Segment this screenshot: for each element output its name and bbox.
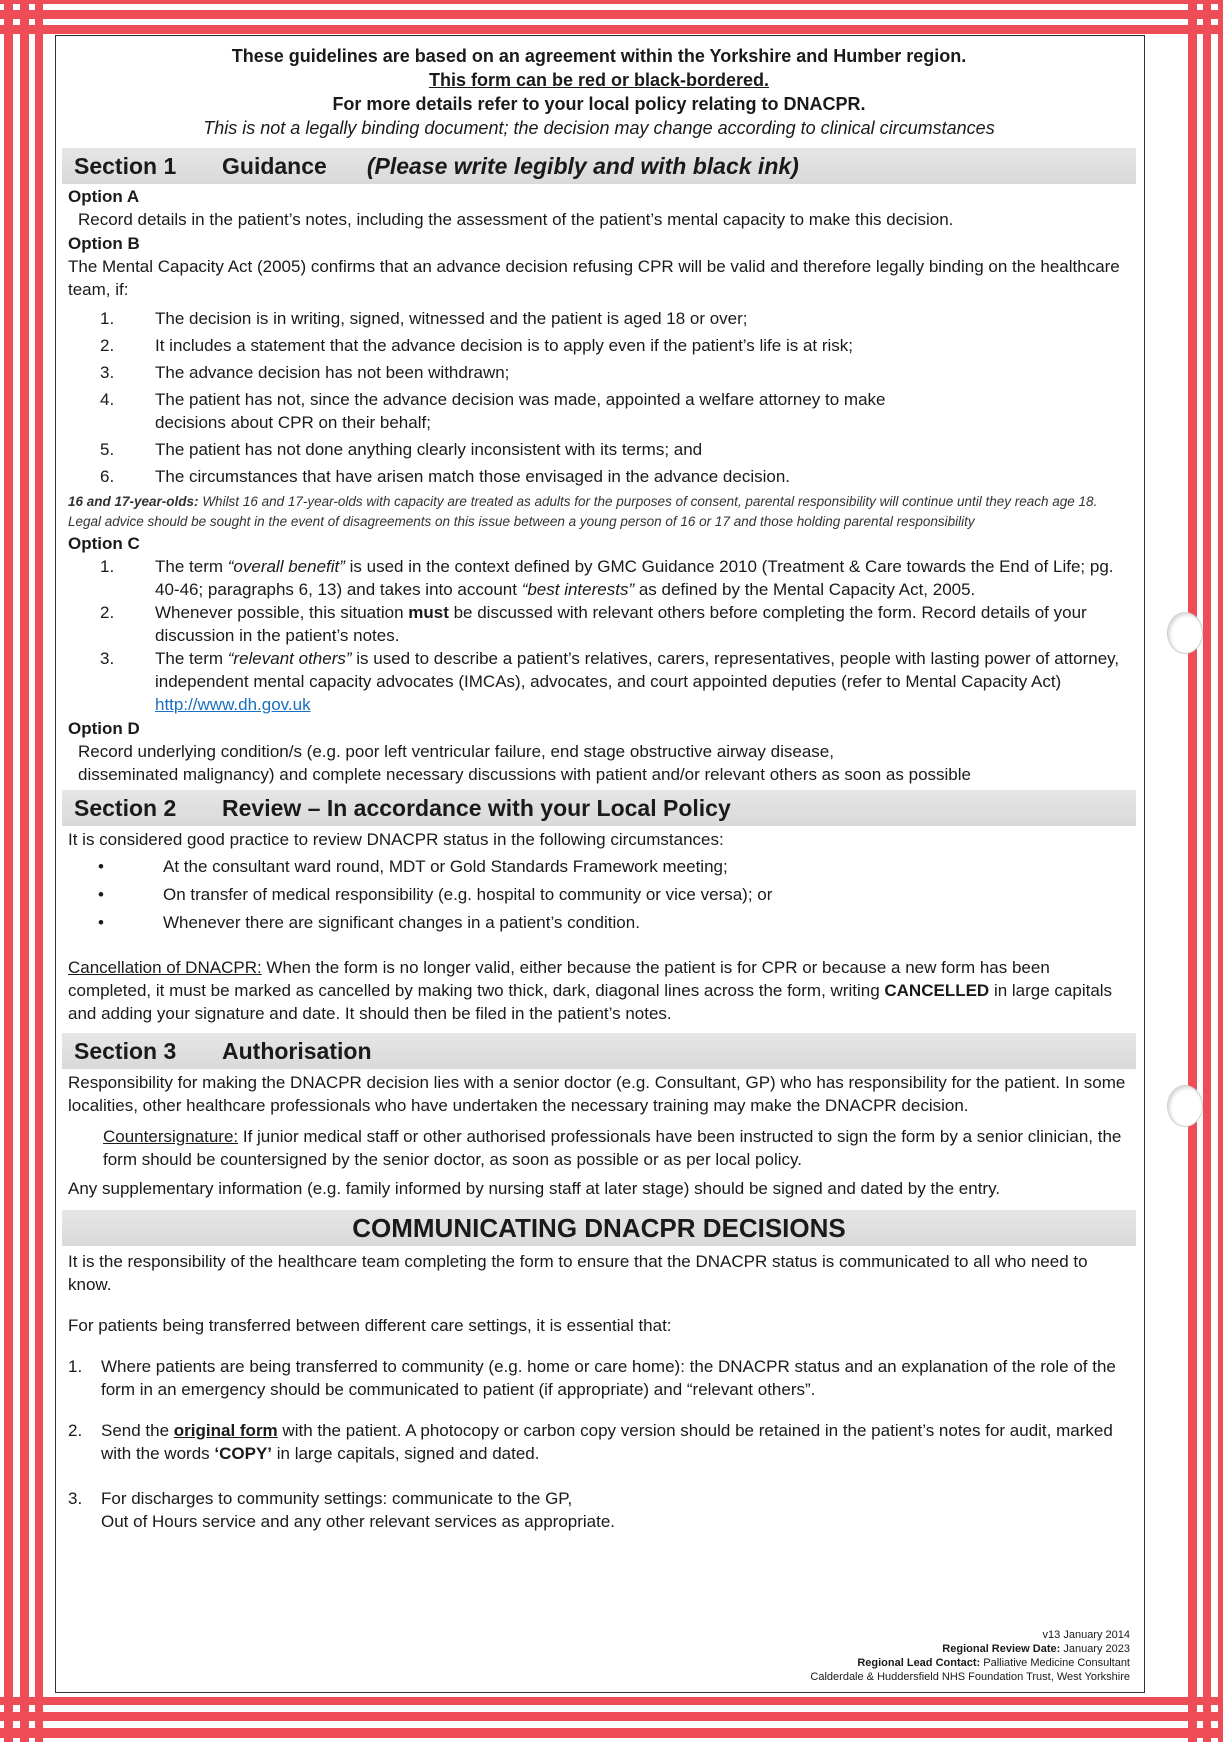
option-b-label: Option B [68, 234, 140, 253]
section-2-heading [62, 790, 1136, 826]
option-d-label: Option D [68, 719, 140, 738]
section-3-heading [62, 1033, 1136, 1069]
countersignature-paragraph: Countersignature: If junior medical staff or other authorised professionals have been instructed to sign the form by a senior clinician, the form should be countersigned by the senior doctor, as soon as possible or as per local policy. [103, 1127, 1122, 1169]
minors-note-label: 16 and 17-year-olds: [68, 494, 199, 509]
section-1-number: Section 1 [74, 153, 177, 179]
list-item: 1. The term “overall benefit” is used in the context defined by GMC Guidance 2010 (Treatment & Care towards the End of Life; pg. 40-46; paragraphs 6, 13) and takes into account “best interests” as defined by the Mental Capacity Act, 2005. [100, 557, 1114, 599]
list-item: 2. Send the original form with the patient. A photocopy or carbon copy version should be retained in the patient’s notes for audit, marked with the words ‘COPY’ in large capitals, signed and dated. [68, 1421, 1113, 1463]
border-stripe-top-3 [0, 25, 1223, 34]
transfer-requirements-list [68, 1355, 1130, 1533]
punch-hole-lower [1167, 1085, 1203, 1127]
option-c-list [68, 555, 1130, 716]
option-a-text: Record details in the patient’s notes, including the assessment of the patient’s mental capacity to make this decision. [78, 210, 954, 229]
list-item: 2. Whenever possible, this situation must be discussed with relevant others before completing the form. Record details of your discussion in the patient’s notes. [100, 603, 1087, 645]
document-footer [810, 1628, 1130, 1684]
border-stripe-left-1 [4, 0, 13, 1742]
border-stripe-left-2 [20, 0, 29, 1742]
dh-gov-link[interactable]: http://www.dh.gov.uk [155, 695, 311, 714]
list-item: 3. The term “relevant others” is used to describe a patient’s relatives, carers, representatives, people with lasting power of attorney, independent mental capacity advocates (IMCAs), advocates, and court appointed deputies (refer to Mental Capacity Act) http://www.dh.gov.uk [100, 649, 1120, 714]
punch-hole-upper [1167, 612, 1203, 654]
header-disclaimer: This is not a legally binding document; the decision may change according to clinical circumstances [203, 118, 995, 138]
minors-note [68, 492, 1130, 531]
section-2-title: Review – In accordance with your Local Policy [222, 795, 731, 821]
option-c-label: Option C [68, 534, 140, 553]
border-stripe-bottom-2 [0, 1712, 1223, 1721]
section-3-title: Authorisation [222, 1038, 372, 1064]
option-b-conditions-list [68, 307, 1130, 488]
border-stripe-top-2 [0, 10, 1223, 19]
section-2-intro: It is considered good practice to review DNACPR status in the following circumstances: [68, 830, 724, 849]
communicating-heading: COMMUNICATING DNACPR DECISIONS [62, 1210, 1136, 1246]
cancellation-paragraph: Cancellation of DNACPR: When the form is no longer valid, either because the patient is for CPR or because a new form has been completed, it must be marked as cancelled by making two thick, dark, diagonal lines across the form, writing CANCELLED in large capitals and adding your signature and date. It should then be filed in the patient’s notes. [68, 958, 1113, 1023]
list-item: 3. The advance decision has not been withdrawn; [100, 363, 510, 382]
list-item: 1. Where patients are being transferred to community (e.g. home or care home): the DNACPR status and an explanation of the role of the form in an emergency should be communicated to patient (if appropriate) and “relevant others”. [68, 1357, 1116, 1399]
list-item: • On transfer of medical responsibility (e.g. hospital to community or vice versa); or [68, 883, 1130, 906]
header-border-note: This form can be red or black-bordered. [428, 70, 770, 90]
border-stripe-right-2 [1203, 0, 1211, 1742]
communicating-para1: It is the responsibility of the healthcare team completing the form to ensure that the DNACPR status is communicated to all who need to know. [68, 1252, 1088, 1294]
document-header [68, 44, 1130, 140]
border-stripe-right-3 [1218, 0, 1223, 1742]
section-1-heading [62, 148, 1136, 184]
border-stripe-right-1 [1188, 0, 1197, 1742]
review-circumstances-list [68, 855, 1130, 934]
countersignature-label: Countersignature: [103, 1127, 239, 1146]
version-text: v13 January 2014 [1042, 1629, 1130, 1641]
list-item: 4. The patient has not, since the advance decision was made, appointed a welfare attorney to make decisions about CPR on their behalf; [100, 390, 886, 432]
list-item: 5. The patient has not done anything clearly inconsistent with its terms; and [100, 440, 703, 459]
header-policy-note: For more details refer to your local policy relating to DNACPR. [332, 94, 866, 114]
border-stripe-bottom-1 [0, 1697, 1223, 1705]
section-1-note: (Please write legibly and with black ink) [366, 153, 799, 179]
trust-name: Calderdale & Huddersfield NHS Foundation Trust, West Yorkshire [810, 1671, 1130, 1683]
list-item: • At the consultant ward round, MDT or Gold Standards Framework meeting; [68, 855, 1130, 878]
minors-note-text: Whilst 16 and 17-year-olds with capacity are treated as adults for the purposes of consent, parental responsibility will continue until they reach age 18. Legal advice should be sought in the event of disagreements on this issue between a young person of 16 or 17 and those holding parental responsibility [68, 494, 1098, 529]
bullet-icon: • [98, 885, 104, 904]
list-item: 6. The circumstances that have arisen match those envisaged in the advance decision. [100, 467, 791, 486]
border-stripe-top-1 [0, 0, 1223, 4]
option-b-intro: The Mental Capacity Act (2005) confirms that an advance decision refusing CPR will be valid and therefore legally binding on the healthcare team, if: [68, 257, 1120, 299]
document-frame [55, 35, 1145, 1693]
option-d-line2: disseminated malignancy) and complete necessary discussions with patient and/or relevant others as soon as possible [78, 765, 971, 784]
authorisation-paragraph: Responsibility for making the DNACPR decision lies with a senior doctor (e.g. Consultant, GP) who has responsibility for the patient. In some localities, other healthcare professionals who have undertaken the necessary training may make the DNACPR decision. [68, 1073, 1126, 1115]
option-a-label: Option A [68, 187, 140, 206]
bullet-icon: • [98, 857, 104, 876]
list-item: 2. It includes a statement that the advance decision is to apply even if the patient’s life is at risk; [100, 336, 854, 355]
section-1-title: Guidance [222, 153, 327, 179]
list-item: 3. For discharges to community settings: communicate to the GP, Out of Hours service and any other relevant services as appropriate. [68, 1489, 616, 1531]
border-stripe-left-3 [35, 0, 43, 1742]
list-item: 1. The decision is in writing, signed, witnessed and the patient is aged 18 or over; [100, 309, 748, 328]
border-stripe-bottom-3 [0, 1728, 1223, 1738]
option-d-line1: Record underlying condition/s (e.g. poor left ventricular failure, end stage obstructive airway disease, [78, 742, 834, 761]
section-2-number: Section 2 [74, 795, 177, 821]
communicating-para2: For patients being transferred between different care settings, it is essential that: [68, 1316, 672, 1335]
supplementary-paragraph: Any supplementary information (e.g. family informed by nursing staff at later stage) should be signed and dated by the entry. [68, 1179, 1001, 1198]
header-agreement: These guidelines are based on an agreement within the Yorkshire and Humber region. [231, 46, 967, 66]
bullet-icon: • [98, 913, 104, 932]
lead-contact: Regional Lead Contact: Palliative Medicine Consultant [857, 1657, 1130, 1669]
section-3-number: Section 3 [74, 1038, 177, 1064]
list-item: • Whenever there are significant changes in a patient’s condition. [68, 911, 1130, 934]
review-date: Regional Review Date: January 2023 [942, 1643, 1130, 1655]
cancellation-label: Cancellation of DNACPR: [68, 958, 262, 977]
